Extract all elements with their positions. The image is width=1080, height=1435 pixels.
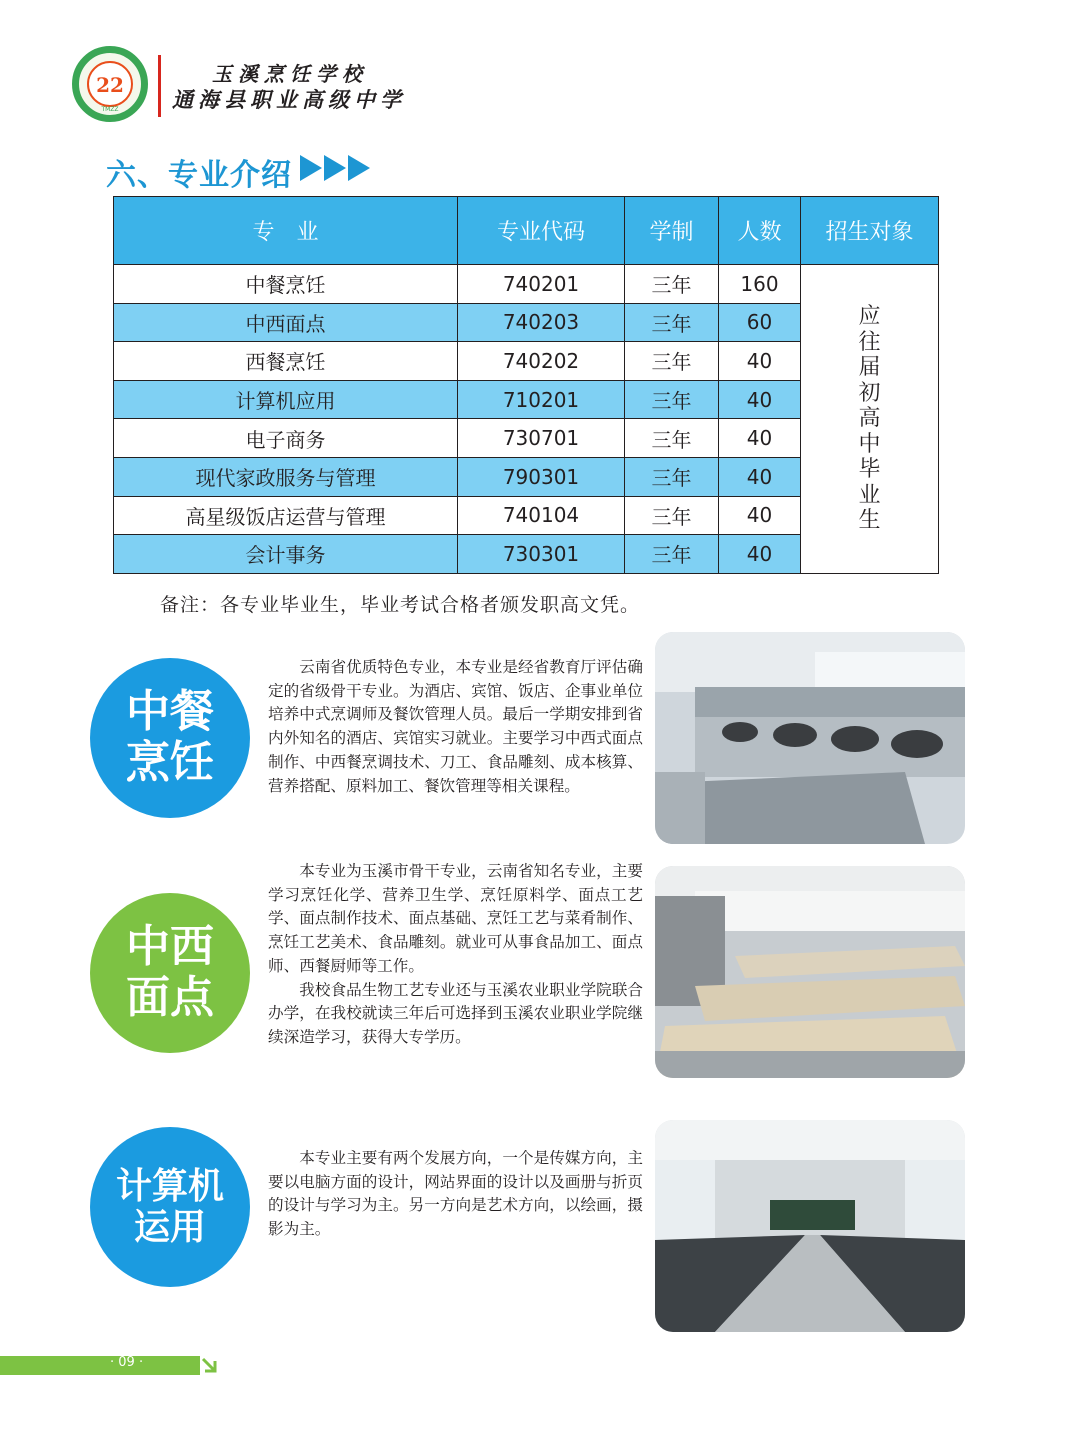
cell-count: 40: [719, 457, 801, 496]
cell-major: 会计事务: [114, 535, 458, 574]
cell-years: 三年: [625, 419, 719, 458]
section-title: 六、专业介绍: [106, 158, 292, 193]
cell-count: 60: [719, 303, 801, 342]
header-major: 专 业: [114, 197, 458, 265]
target-text: 应往届初高中毕业生: [858, 304, 881, 534]
major-badge-computer: [90, 1127, 250, 1287]
cell-code: 740104: [458, 496, 625, 535]
cell-code: 740202: [458, 342, 625, 381]
header-count: 人数: [719, 197, 801, 265]
header-divider: [158, 55, 161, 117]
photo-pastry-room: [655, 866, 965, 1078]
cell-count: 40: [719, 419, 801, 458]
arrow-icon: [324, 155, 346, 181]
footer-bar: [0, 1356, 200, 1375]
badge-line2: 烹饪: [126, 737, 214, 788]
cell-code: 740201: [458, 265, 625, 304]
cell-code: 790301: [458, 457, 625, 496]
cell-count: 40: [719, 342, 801, 381]
cell-major: 中西面点: [114, 303, 458, 342]
cell-major: 电子商务: [114, 419, 458, 458]
cell-target: [801, 265, 939, 574]
photo-computer-lab: [655, 1120, 965, 1332]
cell-code: 730301: [458, 535, 625, 574]
cell-major: 高星级饭店运营与管理: [114, 496, 458, 535]
description-paragraph: 本专业为玉溪市骨干专业，云南省知名专业，主要学习烹饪化学、营养卫生学、烹饪原料学、面点工艺学、面点制作技术、面点基础、烹饪工艺与菜肴制作、烹饪工艺美术、食品雕刻。就业可从事食品加工、面点师、西餐厨师等工作。: [268, 862, 643, 975]
school-name-secondary: 通海县职业高级中学: [172, 87, 406, 112]
cell-years: 三年: [625, 457, 719, 496]
cell-count: 160: [719, 265, 801, 304]
header-target: 招生对象: [801, 197, 939, 265]
description-paragraph: 我校食品生物工艺专业还与玉溪农业职业学院联合办学，在我校就读三年后可选择到玉溪农业职业学院继续深造学习，获得大专学历。: [268, 980, 643, 1046]
cell-years: 三年: [625, 496, 719, 535]
photo-kitchen: [655, 632, 965, 844]
badge-line1: 中餐: [126, 686, 214, 738]
cell-years: 三年: [625, 380, 719, 419]
major-badge-chinese-cuisine: [90, 658, 250, 818]
cell-code: 740203: [458, 303, 625, 342]
logo-initials: TMZZ: [101, 106, 119, 113]
cell-code: 730701: [458, 419, 625, 458]
major-badge-pastry: [90, 893, 250, 1053]
cell-years: 三年: [625, 535, 719, 574]
cell-count: 40: [719, 496, 801, 535]
badge-line2: 运用: [133, 1207, 206, 1248]
cell-code: 710201: [458, 380, 625, 419]
school-name-primary: 玉溪烹饪学校: [212, 62, 368, 86]
table-header-row: [114, 197, 939, 265]
logo-emblem: [87, 61, 133, 107]
badge-line1: 计算机: [115, 1165, 224, 1207]
logo-number: 22: [96, 73, 124, 97]
badge-line1: 中西: [126, 921, 214, 973]
majors-table: [113, 196, 939, 574]
arrow-icon: [348, 155, 370, 181]
cell-major: 计算机应用: [114, 380, 458, 419]
table-row: [114, 265, 939, 304]
cell-years: 三年: [625, 303, 719, 342]
triple-arrow-icon: [300, 155, 370, 185]
page-number: · 09 ·: [110, 1355, 144, 1370]
arrow-icon: [300, 155, 322, 181]
header-years: 学制: [625, 197, 719, 265]
header-code: 专业代码: [458, 197, 625, 265]
cell-major: 中餐烹饪: [114, 265, 458, 304]
cell-count: 40: [719, 380, 801, 419]
cell-major: 现代家政服务与管理: [114, 457, 458, 496]
major-description-computer: [268, 1147, 643, 1242]
badge-line2: 面点: [126, 972, 214, 1023]
school-logo: [72, 46, 148, 122]
cell-count: 40: [719, 535, 801, 574]
table-note: 备注：各专业毕业生，毕业考试合格者颁发职高文凭。: [160, 594, 641, 616]
cell-years: 三年: [625, 342, 719, 381]
description-paragraph: 云南省优质特色专业，本专业是经省教育厅评估确定的省级骨干专业。为酒店、宾馆、饭店、企事业单位培养中式烹调师及餐饮管理人员。最后一学期安排到省内外知名的酒店、宾馆实习就业。主要学习中西式面点制作、中西餐烹调技术、刀工、食品雕刻、成本核算、营养搭配、原料加工、餐饮管理等相关课程。: [268, 658, 643, 795]
corner-arrow-icon: [200, 1356, 218, 1374]
cell-years: 三年: [625, 265, 719, 304]
major-description-chinese-cuisine: [268, 656, 643, 798]
cell-major: 西餐烹饪: [114, 342, 458, 381]
description-paragraph: 本专业主要有两个发展方向，一个是传媒方向，主要以电脑方面的设计，网站界面的设计以及画册与折页的设计与学习为主。另一方向是艺术方向，以绘画，摄影为主。: [268, 1149, 643, 1239]
major-description-pastry: [268, 860, 643, 1050]
